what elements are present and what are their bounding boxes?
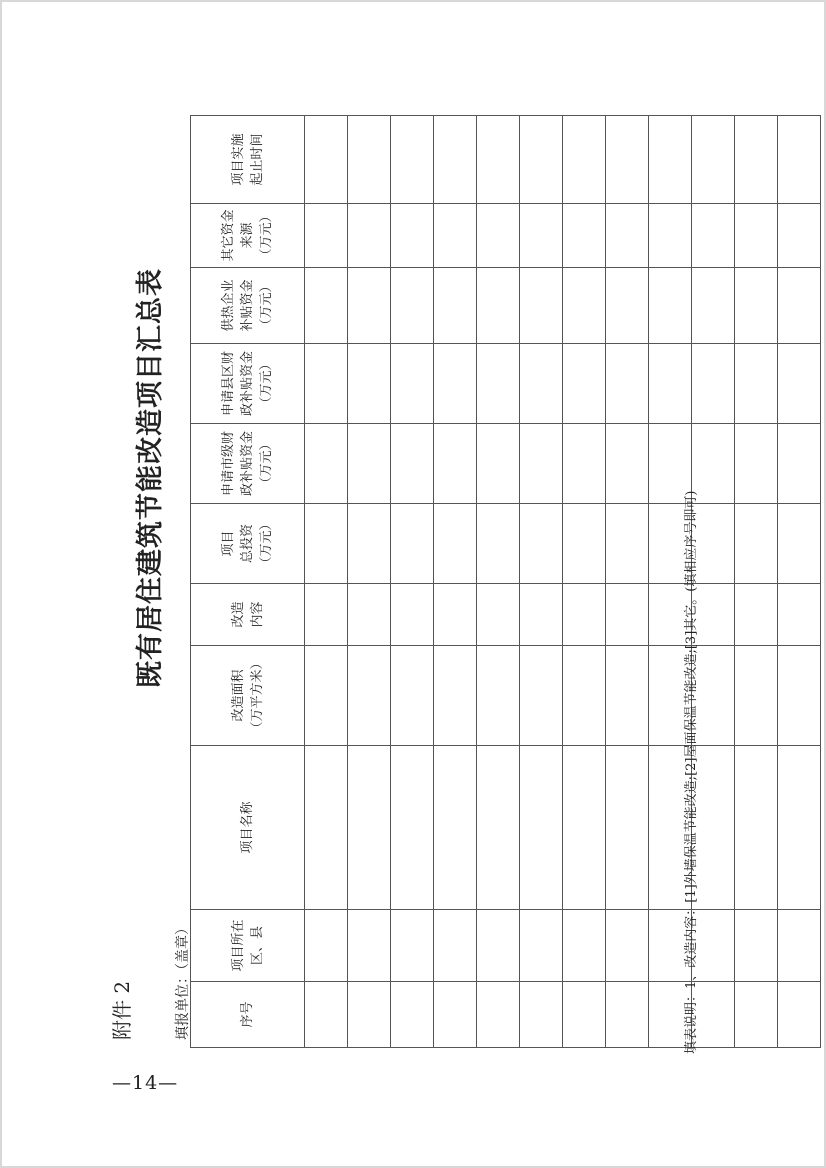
table-cell-city_subsidy (434, 424, 477, 504)
table-row (434, 116, 477, 1048)
column-header-line: 来源 (240, 222, 255, 249)
table-cell-period (391, 116, 434, 204)
table-cell-period (477, 116, 520, 204)
column-header-line: 起止时间 (249, 133, 265, 186)
table-cell-content (391, 584, 434, 646)
table-cell-name (563, 746, 606, 910)
column-header-line: 项目名称 (240, 801, 255, 854)
table-cell-other_funds (391, 204, 434, 268)
column-header-line: 项目实施 (230, 133, 246, 186)
table-cell-investment (606, 504, 649, 584)
table-header-row (191, 116, 305, 1048)
table-row (563, 116, 606, 1048)
table-cell-district (434, 910, 477, 982)
table-cell-name (348, 746, 391, 910)
table-cell-content (563, 584, 606, 646)
column-header-line: （万元） (259, 517, 274, 570)
table-cell-area (778, 646, 821, 746)
table-row (391, 116, 434, 1048)
table-cell-district_subsidy (606, 344, 649, 424)
table-cell-content (606, 584, 649, 646)
table-cell-heating_subsidy (477, 268, 520, 344)
table-cell-period (348, 116, 391, 204)
attachment-label: 附件 2 (110, 980, 134, 1040)
table-cell-heating_subsidy (434, 268, 477, 344)
table-cell-area (305, 646, 348, 746)
table-cell-district (348, 910, 391, 982)
table-cell-other_funds (563, 204, 606, 268)
column-header-line: 政补贴资金 (240, 431, 255, 497)
column-header-period (191, 116, 305, 204)
table-cell-investment (348, 504, 391, 584)
table-cell-city_subsidy (735, 424, 778, 504)
column-header-line: 序号 (240, 1001, 255, 1028)
column-header-line: （万元） (259, 209, 274, 262)
table-cell-district_subsidy (391, 344, 434, 424)
table-cell-city_subsidy (606, 424, 649, 504)
table-cell-seq (434, 982, 477, 1048)
table-cell-investment (563, 504, 606, 584)
table-row (305, 116, 348, 1048)
table-row (735, 116, 778, 1048)
column-header-district (191, 910, 305, 982)
table-cell-other_funds (692, 204, 735, 268)
column-header-line: 内容 (249, 601, 265, 628)
table-cell-other_funds (477, 204, 520, 268)
table-cell-name (520, 746, 563, 910)
table-row (348, 116, 391, 1048)
table-cell-district (735, 910, 778, 982)
reporting-unit-label: 填报单位：（盖章） (175, 921, 191, 1040)
column-header-line: 申请市级财 (221, 431, 236, 497)
table-cell-period (735, 116, 778, 204)
table-cell-period (305, 116, 348, 204)
table-cell-seq (778, 982, 821, 1048)
table-cell-area (520, 646, 563, 746)
table-cell-content (778, 584, 821, 646)
table-cell-seq (563, 982, 606, 1048)
table-cell-investment (305, 504, 348, 584)
table-cell-period (563, 116, 606, 204)
table-cell-investment (735, 504, 778, 584)
page-number: —14— (112, 1072, 179, 1094)
column-header-line: 补贴资金 (240, 279, 255, 332)
table-cell-content (520, 584, 563, 646)
table-body (305, 116, 821, 1048)
table-cell-content (348, 584, 391, 646)
column-header-line: （万元） (259, 279, 274, 332)
table-cell-area (563, 646, 606, 746)
table-cell-district_subsidy (305, 344, 348, 424)
table-cell-city_subsidy (563, 424, 606, 504)
column-header-line: 改造面积 (230, 669, 246, 722)
table-cell-period (692, 116, 735, 204)
table-row (606, 116, 649, 1048)
table-cell-name (606, 746, 649, 910)
column-header-line: （万平方米） (249, 656, 265, 735)
table-cell-heating_subsidy (692, 268, 735, 344)
table-cell-district_subsidy (735, 344, 778, 424)
table-cell-name (477, 746, 520, 910)
table-cell-investment (778, 504, 821, 584)
table-cell-content (477, 584, 520, 646)
table-cell-district (563, 910, 606, 982)
table-cell-investment (520, 504, 563, 584)
table-cell-seq (735, 982, 778, 1048)
table-cell-area (606, 646, 649, 746)
table-cell-heating_subsidy (778, 268, 821, 344)
table-cell-heating_subsidy (606, 268, 649, 344)
table-cell-heating_subsidy (391, 268, 434, 344)
column-header-name (191, 746, 305, 910)
table-cell-investment (477, 504, 520, 584)
column-header-line: 申请县区财 (221, 351, 236, 417)
column-header-line: （万元） (259, 357, 274, 410)
table-cell-other_funds (649, 204, 692, 268)
table-cell-period (606, 116, 649, 204)
table-cell-district (305, 910, 348, 982)
table-cell-content (434, 584, 477, 646)
document-title: 既有居住建筑节能改造项目汇总表 (135, 268, 166, 688)
table-cell-seq (305, 982, 348, 1048)
table-cell-other_funds (606, 204, 649, 268)
column-header-line: 总投资 (240, 524, 255, 564)
table-cell-name (735, 746, 778, 910)
table-cell-heating_subsidy (649, 268, 692, 344)
column-header-line: 政补贴资金 (240, 351, 255, 417)
table-cell-district_subsidy (563, 344, 606, 424)
table-cell-content (735, 584, 778, 646)
table-cell-area (434, 646, 477, 746)
table-cell-area (477, 646, 520, 746)
table-cell-area (348, 646, 391, 746)
table-cell-other_funds (778, 204, 821, 268)
table-cell-district (477, 910, 520, 982)
table-cell-seq (606, 982, 649, 1048)
table-cell-district_subsidy (778, 344, 821, 424)
table-cell-heating_subsidy (348, 268, 391, 344)
table-cell-seq (391, 982, 434, 1048)
table-cell-district (778, 910, 821, 982)
column-header-investment (191, 504, 305, 584)
table-cell-city_subsidy (477, 424, 520, 504)
column-header-line: 项目 (221, 530, 236, 557)
table-cell-investment (391, 504, 434, 584)
table-cell-heating_subsidy (563, 268, 606, 344)
table-row (477, 116, 520, 1048)
column-header-area (191, 646, 305, 746)
column-header-line: 项目所在 (230, 919, 246, 972)
table-cell-city_subsidy (520, 424, 563, 504)
column-header-other_funds (191, 204, 305, 268)
table-cell-content (305, 584, 348, 646)
table-cell-other_funds (735, 204, 778, 268)
column-header-line: （万元） (259, 437, 274, 490)
table-cell-name (434, 746, 477, 910)
table-cell-other_funds (434, 204, 477, 268)
table-cell-period (649, 116, 692, 204)
table-cell-district (606, 910, 649, 982)
table-cell-area (735, 646, 778, 746)
table-cell-district (391, 910, 434, 982)
table-cell-period (520, 116, 563, 204)
table-cell-district_subsidy (477, 344, 520, 424)
column-header-line: 供热企业 (221, 279, 236, 332)
table-cell-name (305, 746, 348, 910)
column-header-district_subsidy (191, 344, 305, 424)
table-row (520, 116, 563, 1048)
table-cell-city_subsidy (778, 424, 821, 504)
column-header-seq (191, 982, 305, 1048)
table-cell-seq (520, 982, 563, 1048)
table-cell-other_funds (520, 204, 563, 268)
table-cell-other_funds (348, 204, 391, 268)
table-cell-district (520, 910, 563, 982)
table-cell-period (778, 116, 821, 204)
column-header-heating_subsidy (191, 268, 305, 344)
table-row (778, 116, 821, 1048)
column-header-content (191, 584, 305, 646)
table-cell-seq (477, 982, 520, 1048)
column-header-city_subsidy (191, 424, 305, 504)
table-cell-city_subsidy (348, 424, 391, 504)
table-cell-period (434, 116, 477, 204)
table-cell-area (391, 646, 434, 746)
table-cell-district_subsidy (692, 344, 735, 424)
table-cell-district_subsidy (649, 344, 692, 424)
table-cell-district_subsidy (434, 344, 477, 424)
table-cell-district_subsidy (520, 344, 563, 424)
summary-table (190, 115, 821, 1048)
table-cell-city_subsidy (305, 424, 348, 504)
column-header-line: 区、县 (249, 926, 265, 966)
table-cell-other_funds (305, 204, 348, 268)
table-footnote: 填表说明：1、改造内容：[1]外墙保温节能改造;[2]屋面保温节能改造;[3]其它。(填相应序号即可) (684, 490, 699, 1054)
table-cell-name (391, 746, 434, 910)
table-cell-seq (348, 982, 391, 1048)
column-header-line: 其它资金 (221, 209, 236, 262)
table-cell-heating_subsidy (520, 268, 563, 344)
table-cell-heating_subsidy (735, 268, 778, 344)
table-cell-city_subsidy (391, 424, 434, 504)
column-header-line: 改造 (230, 601, 246, 628)
table-cell-name (778, 746, 821, 910)
table-cell-district_subsidy (348, 344, 391, 424)
table-cell-heating_subsidy (305, 268, 348, 344)
table-cell-investment (434, 504, 477, 584)
